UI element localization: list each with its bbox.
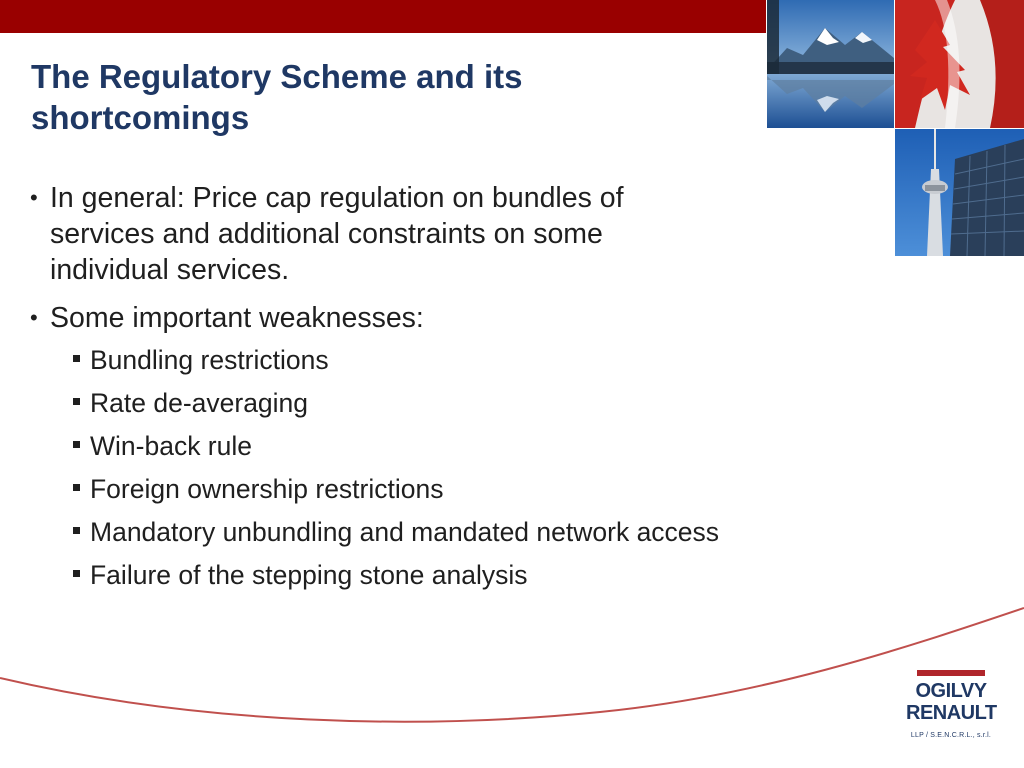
logo-line-2: RENAULT: [906, 702, 997, 724]
bullet-item: [30, 300, 870, 336]
slide-title-line-1: The Regulatory Scheme and its: [31, 58, 523, 95]
sub-bullet-item: [72, 516, 870, 548]
bullet-text: [50, 180, 624, 288]
bullet-marker: •: [30, 305, 38, 330]
decorative-curve: [0, 600, 1024, 768]
logo-subtitle: LLP / S.E.N.C.R.L., s.r.l.: [910, 732, 992, 739]
slide-title: [31, 56, 731, 138]
sub-bullet-item: [72, 387, 870, 419]
cn-tower-photo: [895, 129, 1024, 256]
sub-bullet-item: [72, 559, 870, 591]
top-accent-bar: [0, 0, 766, 33]
bullet-line: services and additional constraints on some: [50, 218, 603, 250]
sub-bullet-text: Failure of the stepping stone analysis: [90, 560, 528, 590]
bullet-marker: •: [30, 185, 38, 210]
logo-line-1: OGILVY: [915, 680, 987, 702]
mountain-lake-photo: [767, 0, 894, 128]
sub-bullet-text: Mandatory unbundling and mandated network access: [90, 517, 720, 547]
logo-bar: [917, 670, 985, 676]
sub-bullet-item: [72, 473, 870, 505]
canadian-flag-photo: [895, 0, 1024, 128]
square-bullet-icon: [72, 387, 90, 419]
bullet-item: [30, 180, 870, 288]
slide-title-line-2: shortcomings: [31, 99, 250, 136]
ogilvy-renault-logo: [906, 670, 996, 739]
square-bullet-icon: [72, 516, 90, 548]
square-bullet-icon: [72, 430, 90, 462]
square-bullet-icon: [72, 473, 90, 505]
bullet-text: Some important weaknesses:: [50, 302, 424, 334]
sub-bullet-text: Rate de-averaging: [90, 388, 309, 418]
sub-bullet-item: [72, 430, 870, 462]
sub-bullet-text: Win-back rule: [90, 431, 252, 461]
square-bullet-icon: [72, 559, 90, 591]
slide-content: [30, 180, 870, 602]
bullet-line: individual services.: [50, 254, 290, 286]
square-bullet-icon: [72, 344, 90, 376]
sub-bullet-item: [72, 344, 870, 376]
bullet-line: In general: Price cap regulation on bundles of: [50, 182, 624, 214]
sub-bullet-text: Foreign ownership restrictions: [90, 474, 444, 504]
sub-bullet-text: Bundling restrictions: [90, 345, 329, 375]
sub-bullet-list: [72, 344, 870, 591]
